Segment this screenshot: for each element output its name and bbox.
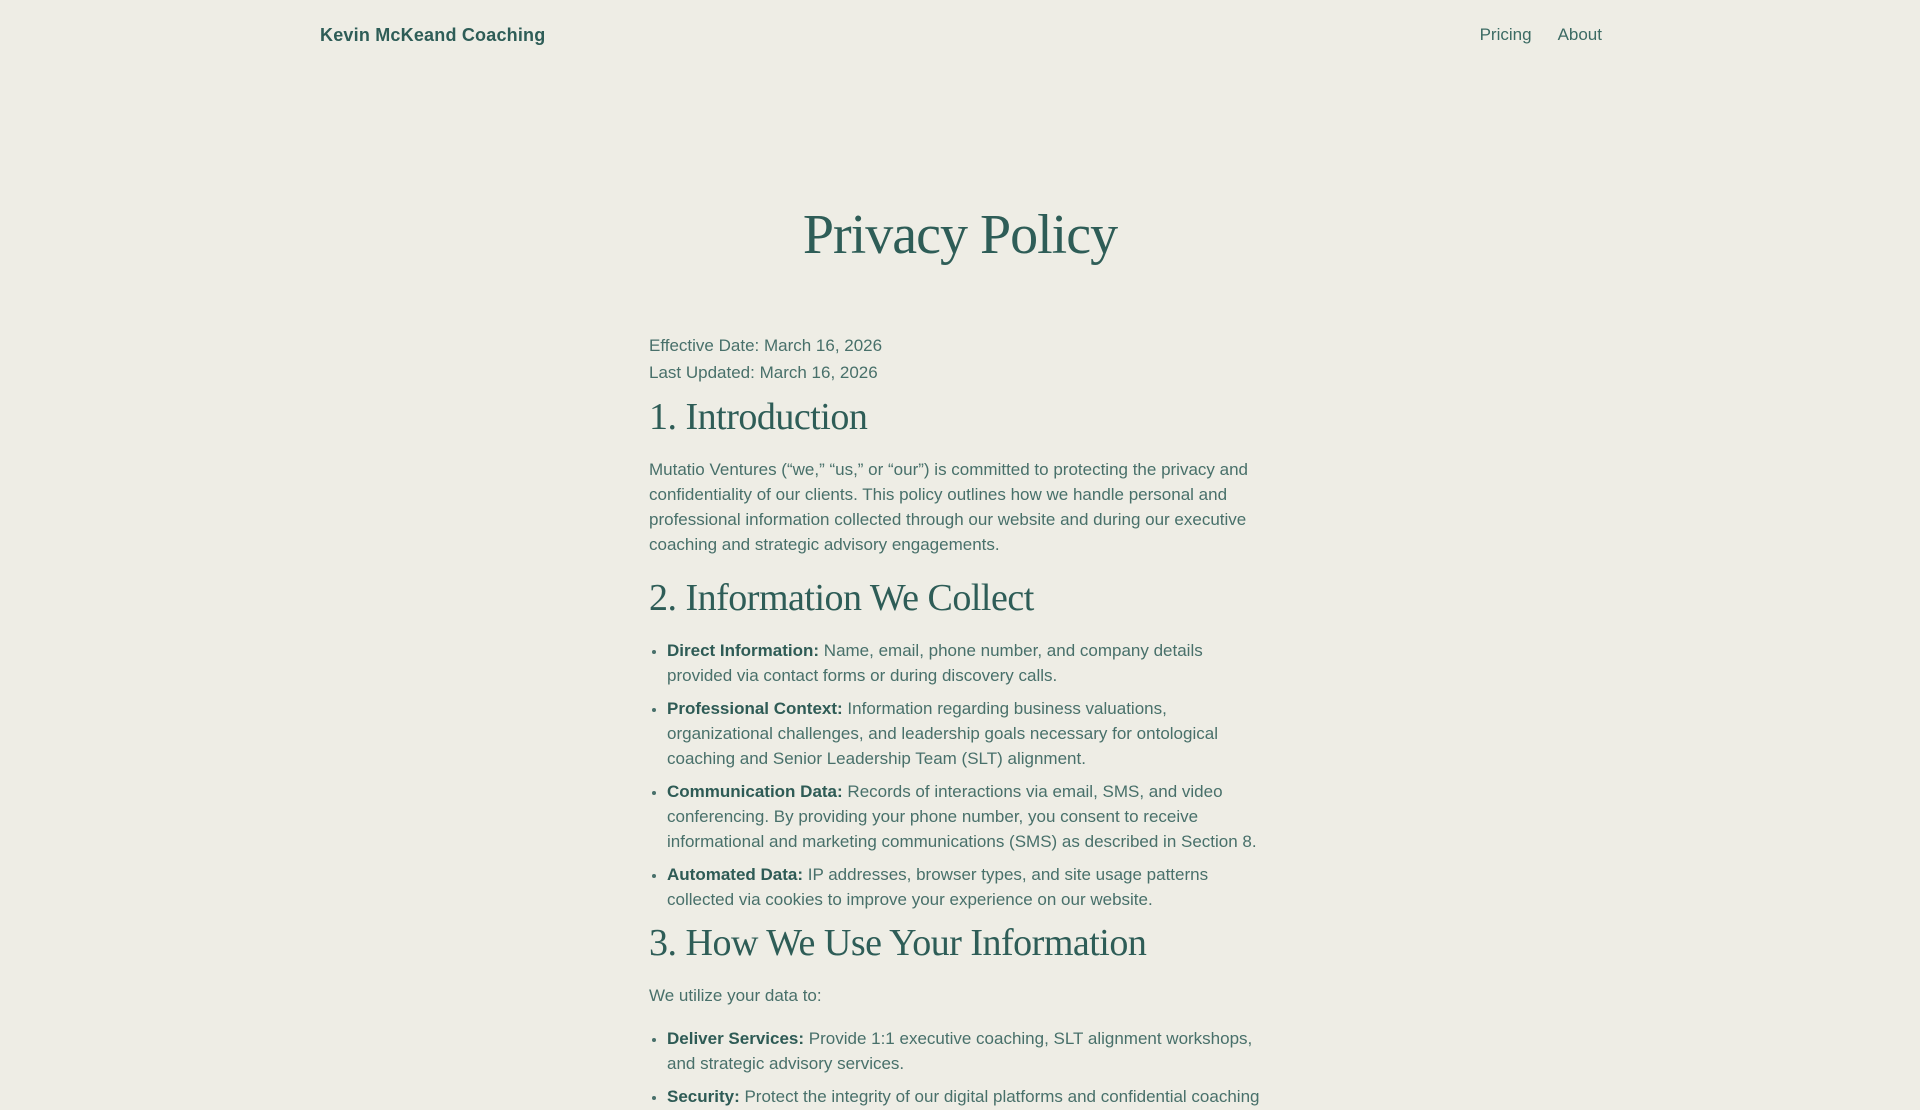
list-item-text: Provide 1:1 executive coaching, SLT alignment workshops, and strategic advisory services. <box>667 1029 1253 1073</box>
list-item <box>667 1026 1271 1076</box>
site-header <box>0 0 1920 70</box>
list-item-text: Records of interactions via email, SMS, and video conferencing. By providing your phone number, you consent to receive informational and marketing communications (SMS) as described in Section 8. <box>667 782 1257 851</box>
information-collect-list <box>649 638 1271 912</box>
list-item-label: Direct Information: <box>667 641 820 660</box>
how-we-use-intro: We utilize your data to: <box>649 986 822 1005</box>
list-item <box>667 862 1271 912</box>
last-updated: Last Updated: March 16, 2026 <box>649 363 878 382</box>
section-heading-information-we-collect: 2. Information We Collect <box>649 577 1034 619</box>
list-item-text: Name, email, phone number, and company details provided via contact forms or during discovery calls. <box>667 641 1203 685</box>
list-item-label: Communication Data: <box>667 782 843 801</box>
list-item-label: Deliver Services: <box>667 1029 805 1048</box>
header-nav <box>1480 25 1602 45</box>
list-item-label: Automated Data: <box>667 865 804 884</box>
nav-link-pricing[interactable]: Pricing <box>1479 25 1532 44</box>
list-item-label: Security: <box>667 1087 740 1106</box>
section-heading-introduction: 1. Introduction <box>649 396 868 438</box>
page-content <box>649 200 1271 1109</box>
policy-dates <box>649 332 1271 386</box>
list-item-text: IP addresses, browser types, and site usage patterns collected via cookies to improve your experience on our website. <box>667 865 1209 909</box>
nav-link-about[interactable]: About <box>1557 25 1602 44</box>
list-item <box>667 638 1271 688</box>
effective-date: Effective Date: March 16, 2026 <box>649 336 883 355</box>
list-item-text: Protect the integrity of our digital platforms and confidential coaching <box>739 1087 1260 1106</box>
list-item <box>667 696 1271 771</box>
introduction-paragraph: Mutatio Ventures (“we,” “us,” or “our”) is committed to protecting the privacy and confidentiality of our clients. This policy outlines how we handle personal and professional information collected through our website and during our executive coaching and strategic advisory engagements. <box>649 460 1249 554</box>
page-title: Privacy Policy <box>802 204 1118 266</box>
list-item-text: Information regarding business valuations, organizational challenges, and leadership goals necessary for ontological coaching and Senior Leadership Team (SLT) alignment. <box>667 699 1218 768</box>
list-item <box>667 1084 1271 1109</box>
list-item <box>667 779 1271 854</box>
list-item-label: Professional Context: <box>667 699 843 718</box>
how-we-use-list <box>649 1026 1271 1109</box>
section-heading-how-we-use: 3. How We Use Your Information <box>649 922 1147 964</box>
site-brand-link[interactable]: Kevin McKeand Coaching <box>320 24 546 45</box>
